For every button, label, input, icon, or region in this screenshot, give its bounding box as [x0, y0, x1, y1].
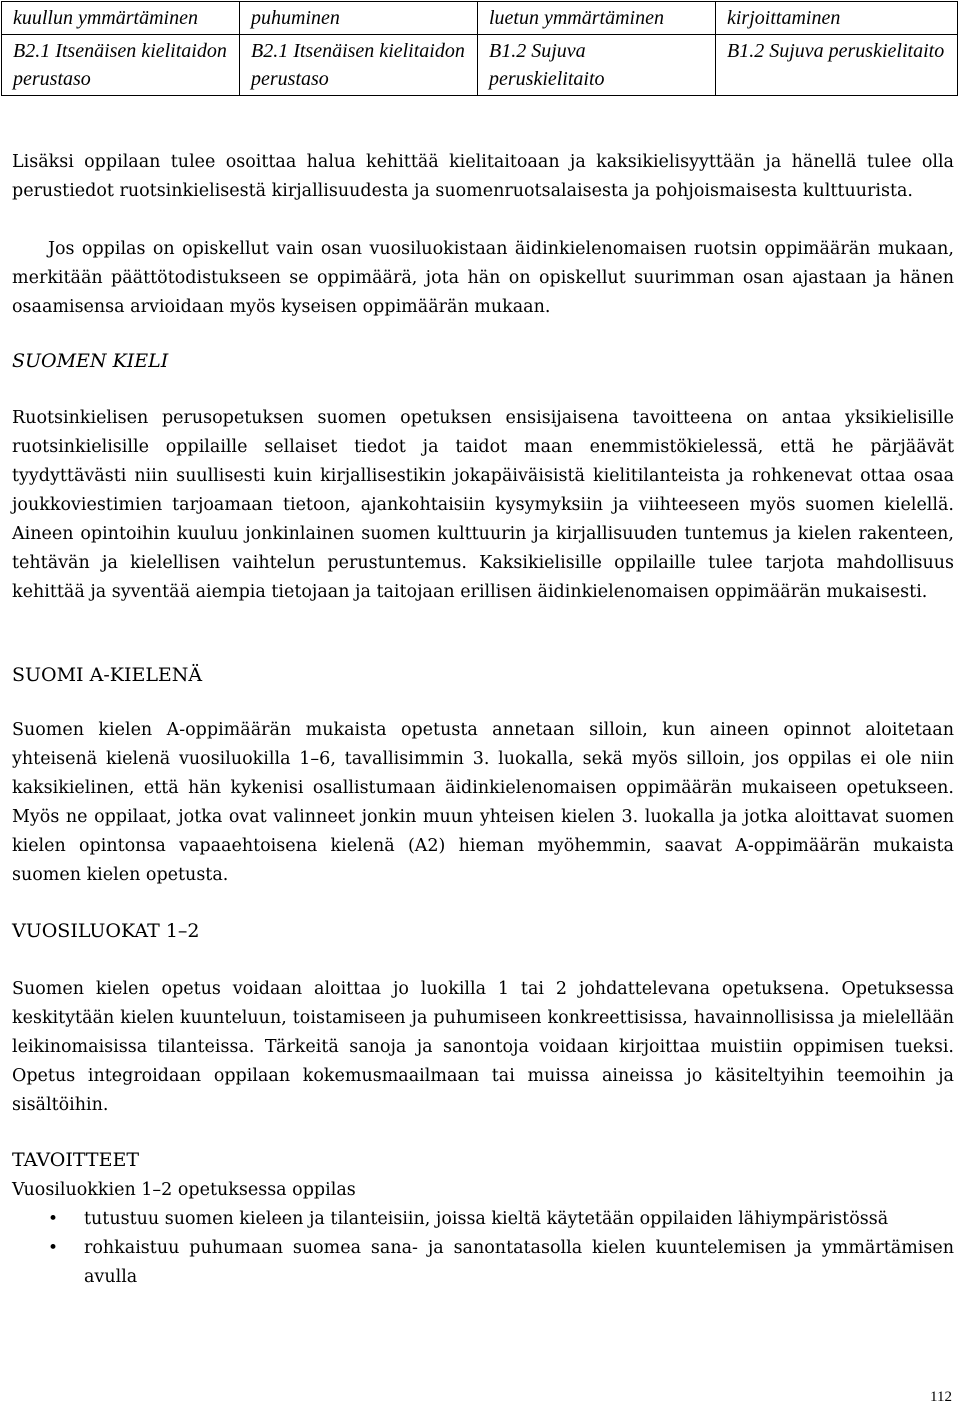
list-item-text: rohkaistuu puhumaan suomea sana- ja sanontatasolla kielen kuuntelemisen ja ymmärtämisen avulla: [84, 1238, 954, 1287]
bullet-icon: •: [48, 1209, 59, 1229]
header-cell: kirjoittaminen: [716, 2, 958, 35]
table-header-row: [2, 2, 958, 35]
section-heading-suomi-a: SUOMI A-KIELENÄ: [12, 664, 203, 686]
list-item-text: tutustuu suomen kieleen ja tilanteisiin, joissa kieltä käytetään oppilaiden lähiympäristössä: [84, 1209, 889, 1229]
level-cell: B1.2 Sujuva peruskielitaito: [478, 35, 716, 96]
level-cell: B1.2 Sujuva peruskielitaito: [716, 35, 958, 96]
level-cell: B2.1 Itsenäisen kielitaidon perustaso: [2, 35, 240, 96]
list-item: [12, 1205, 954, 1234]
tavoitteet-intro: Vuosiluokkien 1–2 opetuksessa oppilas: [12, 1180, 356, 1200]
suomen-kieli-paragraph: Ruotsinkielisen perusopetuksen suomen opetuksen ensisijaisena tavoitteena on antaa yksikielisille ruotsinkielisille oppilaille sellaiset tiedot ja taidot maan enemmistökielessä, että he pärjäävät tyydyttävästi niin suullisesti kuin kirjallisestikin jokapäiväisistä kielitilanteista ja rohkenevat ottaa osaa joukkoviestimien tarjoamaan tietoon, ajankohtaisiin kysymyksiin ja viihteeseen myös suomen kielellä. Aineen opintoihin kuuluu jonkinlainen suomen kulttuurin ja kirjallisuuden tuntemus ja kielen rakenteen, tehtävän ja kielellisen vaihtelun perustuntemus. Kaksikielisille oppilaille tulee tarjota mahdollisuus kehittää ja syventää aiempia tietojaan ja taitojaan erillisen äidinkielenomaisen oppimäärän mukaisesti.: [12, 408, 954, 602]
bullet-icon: •: [48, 1238, 59, 1258]
grading-paragraph: Jos oppilas on opiskellut vain osan vuosiluokistaan äidinkielenomaisen ruotsin oppimäärän mukaan, merkitään päättötodistukseen se oppimäärä, jota hän on opiskellut suurimman osan ajastaan ja hänen osaamisensa arvioidaan myös kyseisen oppimäärän mukaan.: [12, 239, 954, 317]
goals-list: [12, 1205, 954, 1292]
language-levels-table: [1, 1, 958, 96]
section-heading-vuosiluokat: VUOSILUOKAT 1–2: [12, 920, 200, 942]
section-heading-suomen-kieli: SUOMEN KIELI: [12, 350, 169, 372]
vuosiluokat-paragraph: Suomen kielen opetus voidaan aloittaa jo luokilla 1 tai 2 johdattelevana opetuksena. Opetuksessa keskitytään kielen kuunteluun, toistamiseen ja puhumiseen konkreettisissa, havainnollisissa ja mielellään leikinomaisissa tilanteissa. Tärkeitä sanoja ja sanontoja voidaan kirjoittaa muistiin oppimisen tueksi. Opetus integroidaan oppilaan kokemusmaailmaan tai muissa aineissa jo käsiteltyihin teemoihin ja sisältöihin.: [12, 979, 954, 1115]
table-row: [2, 35, 958, 96]
list-item: [12, 1234, 954, 1292]
intro-paragraph: Lisäksi oppilaan tulee osoittaa halua kehittää kielitaitoaan ja kaksikielisyyttään ja hänellä tulee olla perustiedot ruotsinkielisestä kirjallisuudesta ja suomenruotsalaisesta ja pohjoismaisesta kulttuurista.: [12, 152, 954, 201]
suomi-a-paragraph: Suomen kielen A-oppimäärän mukaista opetusta annetaan silloin, kun aineen opinnot aloitetaan yhteisenä kielenä vuosiluokilla 1–6, tavallisimmin 3. luokalla, sekä myös silloin, jos oppilas ei ole niin kaksikielinen, että hän kykenisi osallistumaan äidinkielenomaisen oppimäärän mukaiseen opetukseen. Myös ne oppilaat, jotka ovat valinneet jonkin muun yhteisen kielen 3. luokalla ja jotka aloittavat suomen kielen opintonsa vapaaehtoisena kielenä (A2) hieman myöhemmin, saavat A-oppimäärän mukaista suomen kielen opetusta.: [12, 720, 954, 885]
header-cell: luetun ymmärtäminen: [478, 2, 716, 35]
level-cell: B2.1 Itsenäisen kielitaidon perustaso: [240, 35, 478, 96]
page-number: 112: [930, 1389, 952, 1405]
tavoitteet-heading: TAVOITTEET: [12, 1149, 139, 1171]
header-cell: puhuminen: [240, 2, 478, 35]
header-cell: kuullun ymmärtäminen: [2, 2, 240, 35]
